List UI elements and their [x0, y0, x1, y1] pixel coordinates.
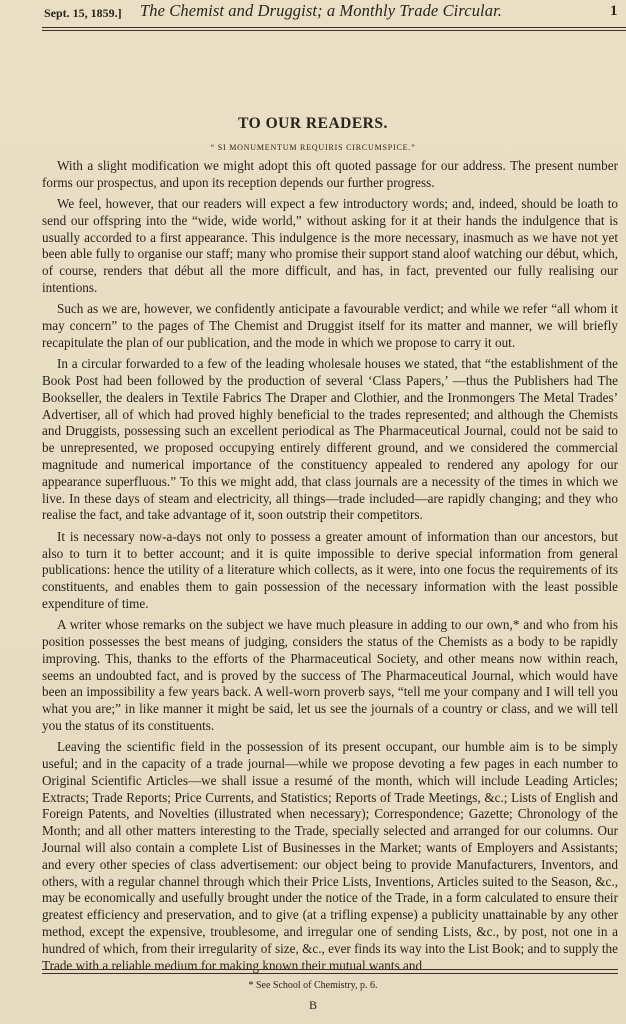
running-header: [0, 0, 626, 28]
paragraph-4: In a circular forwarded to a few of the leading wholesale houses we stated, that “the establishment of the Book Post had been followed by the production of several ‘Class Papers,’ —thus the Publishers had The Bookseller, the dealers in Textile Fabrics The Draper and Clothier, and the Ironmongers The Metal Trades’ Advertiser, all of which had proved highly beneficial to the trades represented; and although the Chemists and Druggists, possessing such an excellent periodical as The Pharmaceutical Journal, could not be said to be unrepresented, we proposed occupying entirely different ground, and we considered the commercial magnitude and numerical importance of the constituency appealed to rendered any apology for our appearance superfluous.” To this we might add, that class journals are a necessity of the times in which we live. In these days of steam and electricity, all things—trade included—are rapidly changing; and they who realise the fact, and take advantage of it, soon outstrip their competitors.: [42, 356, 618, 523]
article-epigraph: “ SI MONUMENTUM REQUIRIS CIRCUMSPICE.”: [210, 143, 416, 152]
article-body: [42, 158, 618, 979]
article-title: TO OUR READERS.: [238, 115, 388, 132]
footnote-rule: [42, 969, 618, 970]
header-rule-secondary: [42, 30, 626, 31]
paragraph-6: A writer whose remarks on the subject we have much pleasure in adding to our own,* and who from his position possesses the best means of judging, considers the status of the Chemists as a body to be rapidly improving. This, thanks to the efforts of the Pharmaceutical Society, and other means now within reach, seems an undoubted fact, and is proved by the success of The Pharmaceutical Journal, which would have been an impossibility a few years back. A well-worn proverb says, “tell me your company and I will tell you what you are;” in like manner it might be said, let us see the journals of a country or class, and we will tell you the status of its constituents.: [42, 617, 618, 733]
paragraph-3: Such as we are, however, we confidently anticipate a favourable verdict; and while we refer “all whom it may concern” to the pages of The Chemist and Druggist itself for its matter and manner, we will briefly recapitulate the plan of our publication, and the mode in which we propose to carry it out.: [42, 301, 618, 350]
publication-title: The Chemist and Druggist; a Monthly Trade Circular.: [140, 1, 503, 20]
footnote-rule-secondary: [42, 973, 618, 974]
paragraph-7: Leaving the scientific field in the possession of its present occupant, our humble aim is to be simply useful; and in the capacity of a trade journal—while we propose devoting a few pages in each number to Original Scientific Articles—we shall issue a resumé of the month, which will include Leading Articles; Extracts; Trade Reports; Price Currents, and Statistics; Reports of Trade Meetings, &c.; Lists of English and Foreign Patents, and Novelties (illustrated when necessary); Correspondence; Gazette; Chronology of the Month; and all other matters interesting to the Trade, specially selected and arranged for our columns. Our Journal will also contain a complete List of Businesses in the Market; wants of Employers and Assistants; and every other species of class advertisement: our object being to provide Manufacturers, Inventors, and others, with a regular channel through which their Price Lists, Inventions, Articles suited to the Season, &c., may be economically and usefully brought under the notice of the Trade, in a form calculated to ensure their greatest efficiency and preservation, and to give (at a trifling expense) a publicity unattainable by any other method, except the expensive, troublesome, and irregular one of sending Lists, &c., by post, not one in a hundred of which, from their irregularity of size, &c., ever finds its way into the List Book; and to supply the Trade with a reliable medium for making known their mutual wants and: [42, 739, 618, 973]
paragraph-5: It is necessary now-a-days not only to possess a greater amount of information than our ancestors, but also to turn it to better account; and it is quite impossible to derive special information from general publications: hence the utility of a literature which collects, as it were, into one focus the requirements of its constituents, and enables them to gain possession of the necessary information with the least possible expenditure of time.: [42, 528, 618, 611]
issue-date: Sept. 15, 1859.]: [44, 6, 122, 20]
printer-signature-mark: B: [308, 998, 317, 1012]
page-number: 1: [610, 3, 618, 19]
header-rule: [42, 27, 626, 28]
paragraph-1: With a slight modification we might adopt this oft quoted passage for our address. The present number forms our prospectus, and upon its reception depends our further progress.: [42, 158, 618, 190]
paragraph-2: We feel, however, that our readers will expect a few introductory words; and, indeed, should be loath to send our offspring into the “wide, wide world,” without asking for it at their hands the indulgence that is usually accorded to a first appearance. This indulgence is the more necessary, inasmuch as we have not yet been able fully to organise our staff; many who promise their support stand aloof watching our début, which, of course, renders that début all the more difficult, and has, in fact, prevented our fully realising our intentions.: [42, 196, 618, 296]
footnote: * See School of Chemistry, p. 6.: [248, 980, 378, 991]
